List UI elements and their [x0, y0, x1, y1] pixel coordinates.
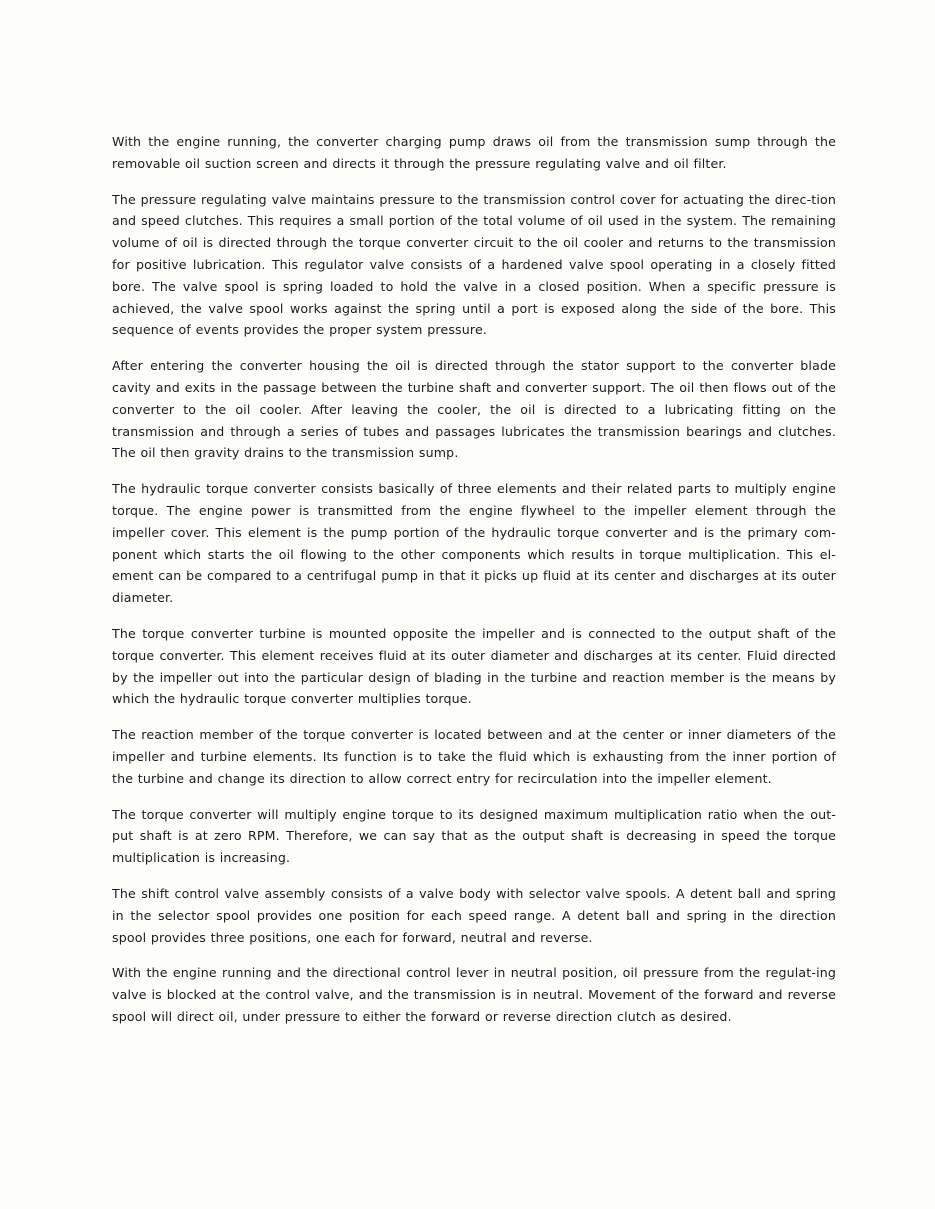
body-text	[112, 131, 836, 1042]
paragraph-shift-control-valve: The shift control valve assembly consists of a valve body with selector valve spools. A detent ball and spring in the selector spool provides one position for each speed range. A detent ball and spring in the direction spool provides three positions, one each for forward, neutral and reverse.	[112, 885, 836, 945]
paragraph-torque-converter-turbine: The torque converter turbine is mounted opposite the impeller and is connected to the output shaft of the torque converter. This element receives fluid at its outer diameter and discharges at its center. Fluid directed by the impeller out into the particular design of blading in the turbine and reaction member is the means by which the hydraulic torque converter multiplies torque.	[112, 625, 836, 707]
paragraph-reaction-member: The reaction member of the torque converter is located between and at the center or inner diameters of the impeller and turbine elements. Its function is to take the fluid which is exhausting from the inner portion of the turbine and change its direction to allow correct entry for recirculation into the impeller element.	[112, 727, 836, 786]
paragraph-torque-converter-impeller: The hydraulic torque converter consists basically of three elements and their related parts to multiply engine torque. The engine power is transmitted from the engine flywheel to the impeller element through the impeller cover. This element is the pump portion of the hydraulic torque converter and is the primary com-ponent which starts the oil flowing to the other components which results in torque multiplication. This el-ement can be compared to a centrifugal pump in that it picks up fluid at its center and discharges at its outer diameter.	[112, 481, 836, 606]
paragraph-neutral-position: With the engine running and the directional control lever in neutral position, oil pressure from the regulat-ing valve is blocked at the control valve, and the transmission is in neutral. Movement of the forward and reverse spool will direct oil, under pressure to either the forward or reverse direction clutch as desired.	[112, 965, 836, 1024]
paragraph-converter-oil-flow: After entering the converter housing the oil is directed through the stator support to the converter blade cavity and exits in the passage between the turbine shaft and converter support. The oil then flows out of the converter to the oil cooler. After leaving the cooler, the oil is directed to a lubricating fitting on the transmission and through a series of tubes and passages lubricates the transmission bearings and clutches. The oil then gravity drains to the transmission sump.	[112, 358, 836, 461]
paragraph-torque-multiplication: The torque converter will multiply engine torque to its designed maximum multiplication ratio when the out-put shaft is at zero RPM. Therefore, we can say that as the output shaft is decreasing in speed the torque multiplication is increasing.	[112, 806, 836, 866]
paragraph-pressure-regulating-valve: The pressure regulating valve maintains pressure to the transmission control cover for actuating the direc-tion and speed clutches. This requires a small portion of the total volume of oil used in the system. The remaining volume of oil is directed through the torque converter circuit to the oil cooler and returns to the transmission for positive lubrication. This regulator valve consists of a hardened valve spool operating in a closely fitted bore. The valve spool is spring loaded to hold the valve in a closed position. When a specific pressure is achieved, the valve spool works against the spring until a port is exposed along the side of the bore. This sequence of events provides the proper system pressure.	[112, 191, 836, 338]
paragraph-charging-pump: With the engine running, the converter charging pump draws oil from the transmission sump through the removable oil suction screen and directs it through the pressure regulating valve and oil filter.	[112, 134, 836, 171]
